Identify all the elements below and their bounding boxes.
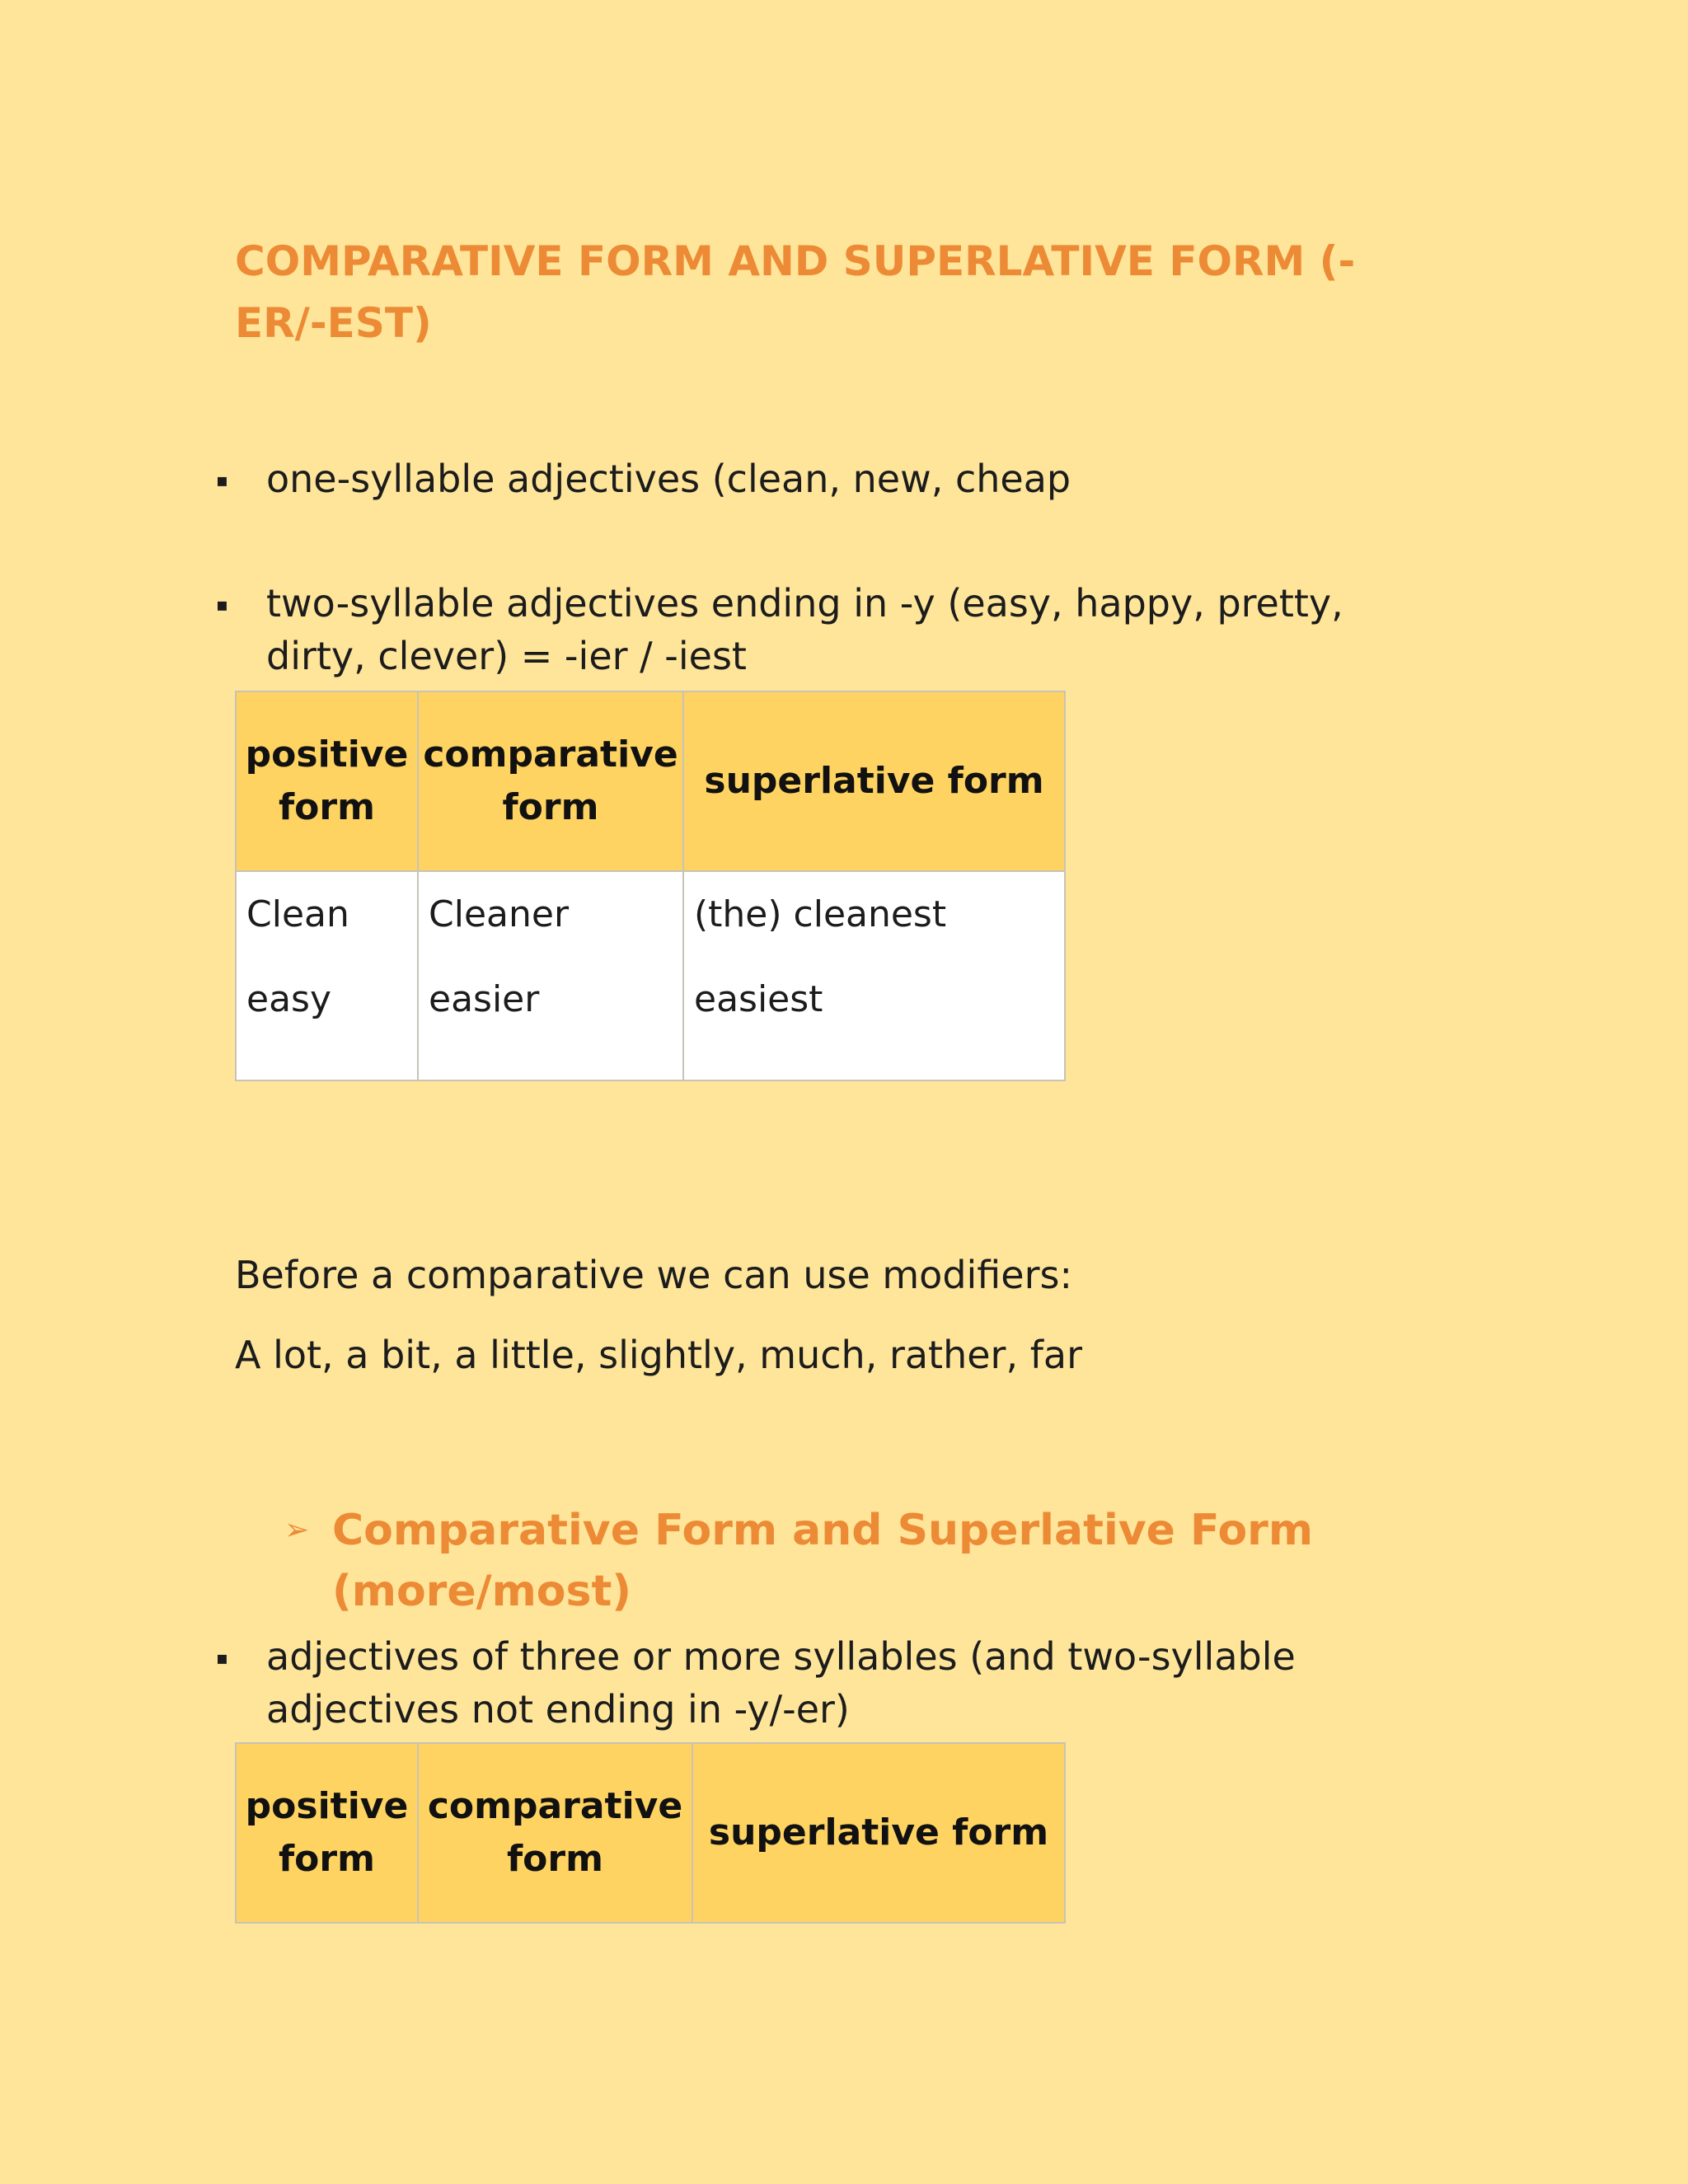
bullet-marker: ▪	[216, 1648, 228, 1669]
table-header-superlative: superlative form	[683, 691, 1065, 871]
table-header-comparative: comparative form	[418, 1743, 692, 1923]
table-header-comparative: comparative form	[418, 691, 683, 871]
table-cell-text: Clean	[246, 893, 349, 935]
table-cell-text: easier	[429, 978, 540, 1020]
table-header-superlative: superlative form	[692, 1743, 1065, 1923]
table-cell-positive	[236, 871, 418, 1080]
table-header-positive: positive form	[236, 1743, 418, 1923]
bullet-marker: ▪	[216, 595, 228, 616]
table-cell-text: easiest	[694, 978, 823, 1020]
bullet-marker: ▪	[216, 471, 228, 491]
bullet-text-two-syllable: two-syllable adjectives ending in -y (easy, happy, pretty, dirty, clever) = -ier / -iest	[266, 581, 1343, 678]
section-heading-more-most: Comparative Form and Superlative Form (more/most)	[332, 1506, 1314, 1616]
bullet-text-three-syllable: adjectives of three or more syllables (and two-syllable adjectives not ending in -y/-er)	[266, 1634, 1296, 1732]
bullet-text-one-syllable: one-syllable adjectives (clean, new, cheap	[266, 457, 1071, 501]
comparison-table-er-est	[235, 691, 1066, 1081]
modifiers-intro: Before a comparative we can use modifiers:	[235, 1253, 1072, 1297]
table-cell-text: Cleaner	[429, 893, 570, 935]
table-cell-text: easy	[246, 978, 331, 1020]
modifiers-list: A lot, a bit, a little, slightly, much, rather, far	[235, 1333, 1082, 1377]
comparison-table-more-most	[235, 1742, 1066, 1924]
table-cell-comparative	[418, 871, 683, 1080]
page-title: COMPARATIVE FORM AND SUPERLATIVE FORM (-ER/-EST)	[235, 237, 1356, 347]
table-cell-superlative	[683, 871, 1065, 1080]
table-cell-text: (the) cleanest	[694, 893, 947, 935]
table-header-positive: positive form	[236, 691, 418, 871]
arrow-bullet-icon: ➢	[284, 1513, 310, 1547]
